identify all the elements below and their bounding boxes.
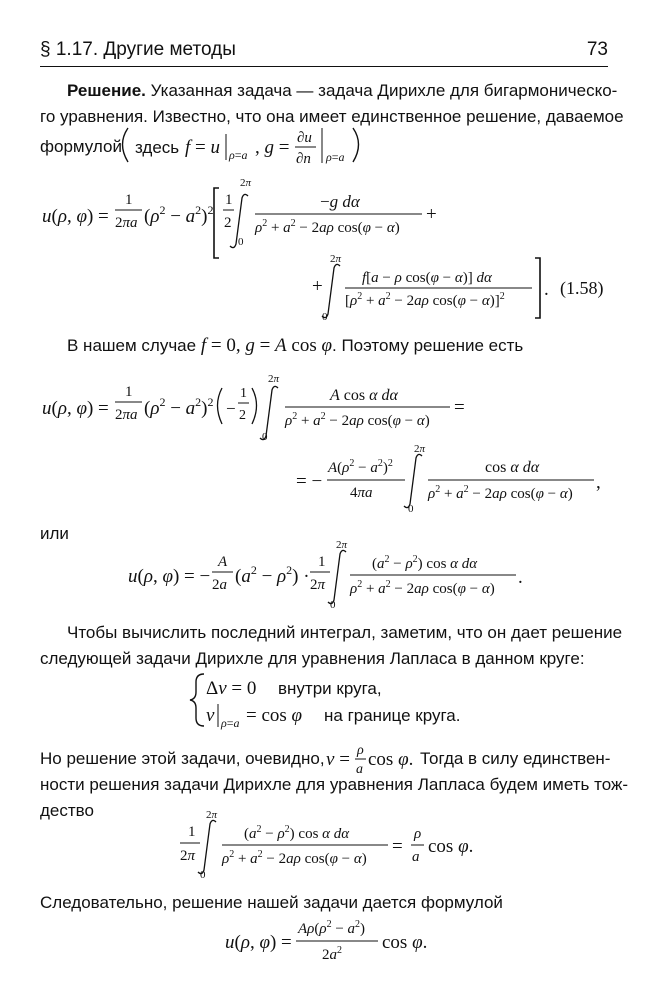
svg-text:2π: 2π bbox=[206, 809, 218, 821]
or-word: или bbox=[40, 524, 69, 543]
final-paragraph bbox=[40, 890, 608, 916]
svg-text:2π: 2π bbox=[336, 539, 348, 551]
solution-lead: Решение. bbox=[67, 81, 146, 100]
svg-text:ρ=a: ρ=a bbox=[326, 150, 345, 164]
svg-text:A: A bbox=[218, 554, 228, 570]
svg-text:,: , bbox=[596, 472, 601, 493]
svg-text:=: = bbox=[454, 397, 465, 418]
svg-text:(ρ2 − a2)2: $(\rho^2 - a^2)^2$ bbox=[144, 395, 214, 419]
svg-text:, g =: , g = bbox=[255, 137, 290, 158]
svg-text:(a2 − ρ2) cos α dα: $(a^2 - \rho^2)$ cos α dα bbox=[372, 554, 478, 572]
svg-text:f = u: f = u bbox=[185, 137, 220, 158]
intro-formula-word: формулой bbox=[40, 137, 122, 156]
uniqueness-paragraph bbox=[40, 746, 611, 772]
case-middle: Поэтому решение есть bbox=[341, 336, 524, 355]
intro-here-word: здесь bbox=[135, 138, 180, 157]
svg-text:(a2 − ρ2) ·: $(a^2 - \rho^2)$ · bbox=[235, 563, 310, 587]
svg-text:∂n: ∂n bbox=[296, 151, 311, 167]
svg-text:Δv = 0: Δv = 0 bbox=[206, 678, 257, 699]
svg-text:ρ=a: ρ=a bbox=[221, 716, 240, 730]
svg-text:u(ρ, φ) =: u(ρ, φ) = bbox=[42, 398, 109, 419]
uniqueness-line-2: ности решения задачи Дирихле для уравнения Лапласа будем иметь тож- bbox=[40, 775, 629, 794]
svg-text:a: a bbox=[356, 762, 363, 777]
svg-text:4πa: 4πa bbox=[350, 485, 373, 501]
svg-text:u(ρ, φ) =: u(ρ, φ) = bbox=[42, 206, 109, 227]
page-number: 73 bbox=[586, 39, 608, 60]
svg-text:ρ2 + a2 − 2aρ cos(φ − α): $\rho^2 + a^2 - 2a\rho$ cos(φ − α) bbox=[285, 411, 430, 429]
svg-text:0: 0 bbox=[200, 869, 206, 881]
svg-text:1: 1 bbox=[225, 192, 233, 208]
intro-paragraph bbox=[40, 78, 624, 130]
svg-text:0: 0 bbox=[322, 311, 328, 323]
svg-text:1: 1 bbox=[318, 554, 326, 570]
uniqueness-line-3: дество bbox=[40, 801, 94, 820]
svg-text:cos α dα: cos α dα bbox=[485, 459, 540, 476]
svg-text:ρ: ρ bbox=[357, 743, 364, 758]
svg-text:u(ρ, φ) = −: u(ρ, φ) = − bbox=[128, 566, 211, 587]
svg-text:2πa: 2πa bbox=[115, 407, 138, 423]
svg-text:∂u: ∂u bbox=[297, 130, 312, 146]
uniqueness-prefix: Но решение этой задачи, очевидно, bbox=[40, 749, 325, 768]
intro-line-3 bbox=[40, 134, 608, 160]
svg-text:f[a − ρ cos(φ − α)] dα: f[a − ρ cos(φ − α)] dα bbox=[362, 270, 492, 286]
intro-line-2: го уравнения. Известно, что она имеет единственное решение, даваемое bbox=[40, 107, 624, 126]
svg-text:ρ=a: ρ=a bbox=[229, 148, 248, 162]
uniqueness-suffix: Тогда в силу единствен- bbox=[420, 749, 611, 768]
running-head bbox=[40, 37, 608, 65]
svg-text:1: 1 bbox=[125, 384, 133, 400]
final-text: Следовательно, решение нашей задачи дается формулой bbox=[40, 893, 503, 912]
laplace-line-2: следующей задачи Дирихле для уравнения Лапласа в данном круге: bbox=[40, 649, 585, 668]
svg-text:2: 2 bbox=[224, 215, 232, 231]
svg-text:Aρ(ρ2 − a2): $A\rho(\rho^2 - a^2)$ bbox=[298, 919, 366, 937]
svg-text:1: 1 bbox=[125, 192, 133, 208]
svg-text:2πa: 2πa bbox=[115, 215, 138, 231]
svg-text:A cos α dα: A cos α dα bbox=[330, 387, 398, 404]
svg-text:1: 1 bbox=[240, 386, 247, 401]
uniqueness-continued bbox=[40, 772, 629, 824]
svg-text:ρ2 + a2 − 2aρ cos(φ − α): $\rho^2 + a^2 - 2a\rho$ cos(φ − α) bbox=[255, 218, 400, 236]
svg-text:2π: 2π bbox=[414, 443, 426, 455]
svg-text:+: + bbox=[312, 276, 323, 297]
svg-text:ρ2 + a2 − 2aρ cos(φ − α): $\rho^2 + a^2 - 2a\rho$ cos(φ − α) bbox=[350, 579, 495, 597]
svg-text:2π: 2π bbox=[180, 848, 196, 864]
svg-text:=: = bbox=[392, 836, 403, 857]
header-rule bbox=[40, 66, 608, 67]
svg-text:cos φ.: cos φ. bbox=[368, 749, 414, 770]
svg-text:= −: = − bbox=[296, 471, 323, 492]
svg-text:ρ: ρ bbox=[414, 826, 422, 842]
svg-text:cos φ.: cos φ. bbox=[382, 932, 428, 953]
svg-text:ρ2 + a2 − 2aρ cos(φ − α): $\rho^2 + a^2 - 2a\rho$ cos(φ − α) bbox=[222, 849, 367, 867]
svg-text:2a: 2a bbox=[212, 577, 227, 593]
equation-number: (1.58) bbox=[560, 278, 604, 298]
svg-text:2π: 2π bbox=[330, 253, 342, 265]
or-line bbox=[40, 521, 608, 547]
intro-line-1: Указанная задача — задача Дирихле для бигармоническо- bbox=[150, 81, 618, 100]
svg-text:cos φ.: cos φ. bbox=[428, 836, 474, 857]
svg-text:= cos φ: = cos φ bbox=[246, 705, 303, 726]
svg-text:0: 0 bbox=[262, 431, 268, 443]
case-paragraph: В нашем случае f = 0, g = A cos φ. Поэтому решение есть bbox=[67, 335, 524, 356]
svg-text:−: − bbox=[226, 399, 236, 418]
svg-text:−g dα: −g dα bbox=[320, 192, 360, 211]
svg-text:2π: 2π bbox=[310, 577, 326, 593]
case-prefix: В нашем случае bbox=[67, 336, 197, 355]
svg-text:a: a bbox=[412, 849, 420, 865]
system-inside-text: внутри круга, bbox=[278, 679, 382, 698]
svg-text:(a2 − ρ2) cos α dα: $(a^2 - \rho^2)$ cos α dα bbox=[244, 824, 350, 842]
svg-text:2: 2 bbox=[239, 408, 246, 423]
svg-text:v: v bbox=[206, 705, 215, 726]
svg-text:A(ρ2 − a2)2: $A(\rho^2 - a^2)^2$ bbox=[328, 458, 393, 476]
svg-text:0: 0 bbox=[330, 599, 336, 611]
svg-text:+: + bbox=[426, 204, 437, 225]
svg-text:2a2: $2a^2$ bbox=[322, 945, 342, 963]
svg-text:0: 0 bbox=[238, 236, 244, 248]
svg-text:1: 1 bbox=[188, 824, 196, 840]
svg-text:2π: 2π bbox=[240, 177, 252, 189]
system-boundary-text: на границе круга. bbox=[324, 706, 461, 725]
svg-text:[ρ2 + a2 − 2aρ cos(φ − α)]2: [$\rho^2 + a^2 - 2a\rho$ cos(φ − α)]$^2$ bbox=[345, 291, 505, 309]
svg-text:2π: 2π bbox=[268, 373, 280, 385]
laplace-line-1: Чтобы вычислить последний интеграл, заметим, что он дает решение bbox=[67, 623, 623, 642]
svg-text:0: 0 bbox=[408, 503, 414, 515]
svg-text:(ρ2 − a2)2: $(\rho^2 - a^2)^2$ bbox=[144, 203, 214, 227]
svg-text:u(ρ, φ) =: u(ρ, φ) = bbox=[225, 932, 292, 953]
svg-text:ρ2 + a2 − 2aρ cos(φ − α): $\rho^2 + a^2 - 2a\rho$ cos(φ − α) bbox=[428, 484, 573, 502]
svg-text:.: . bbox=[544, 279, 549, 300]
svg-text:v =: v = bbox=[326, 749, 350, 770]
svg-text:.: . bbox=[518, 567, 523, 588]
section-title: § 1.17. Другие методы bbox=[40, 39, 236, 60]
laplace-paragraph bbox=[40, 620, 623, 672]
